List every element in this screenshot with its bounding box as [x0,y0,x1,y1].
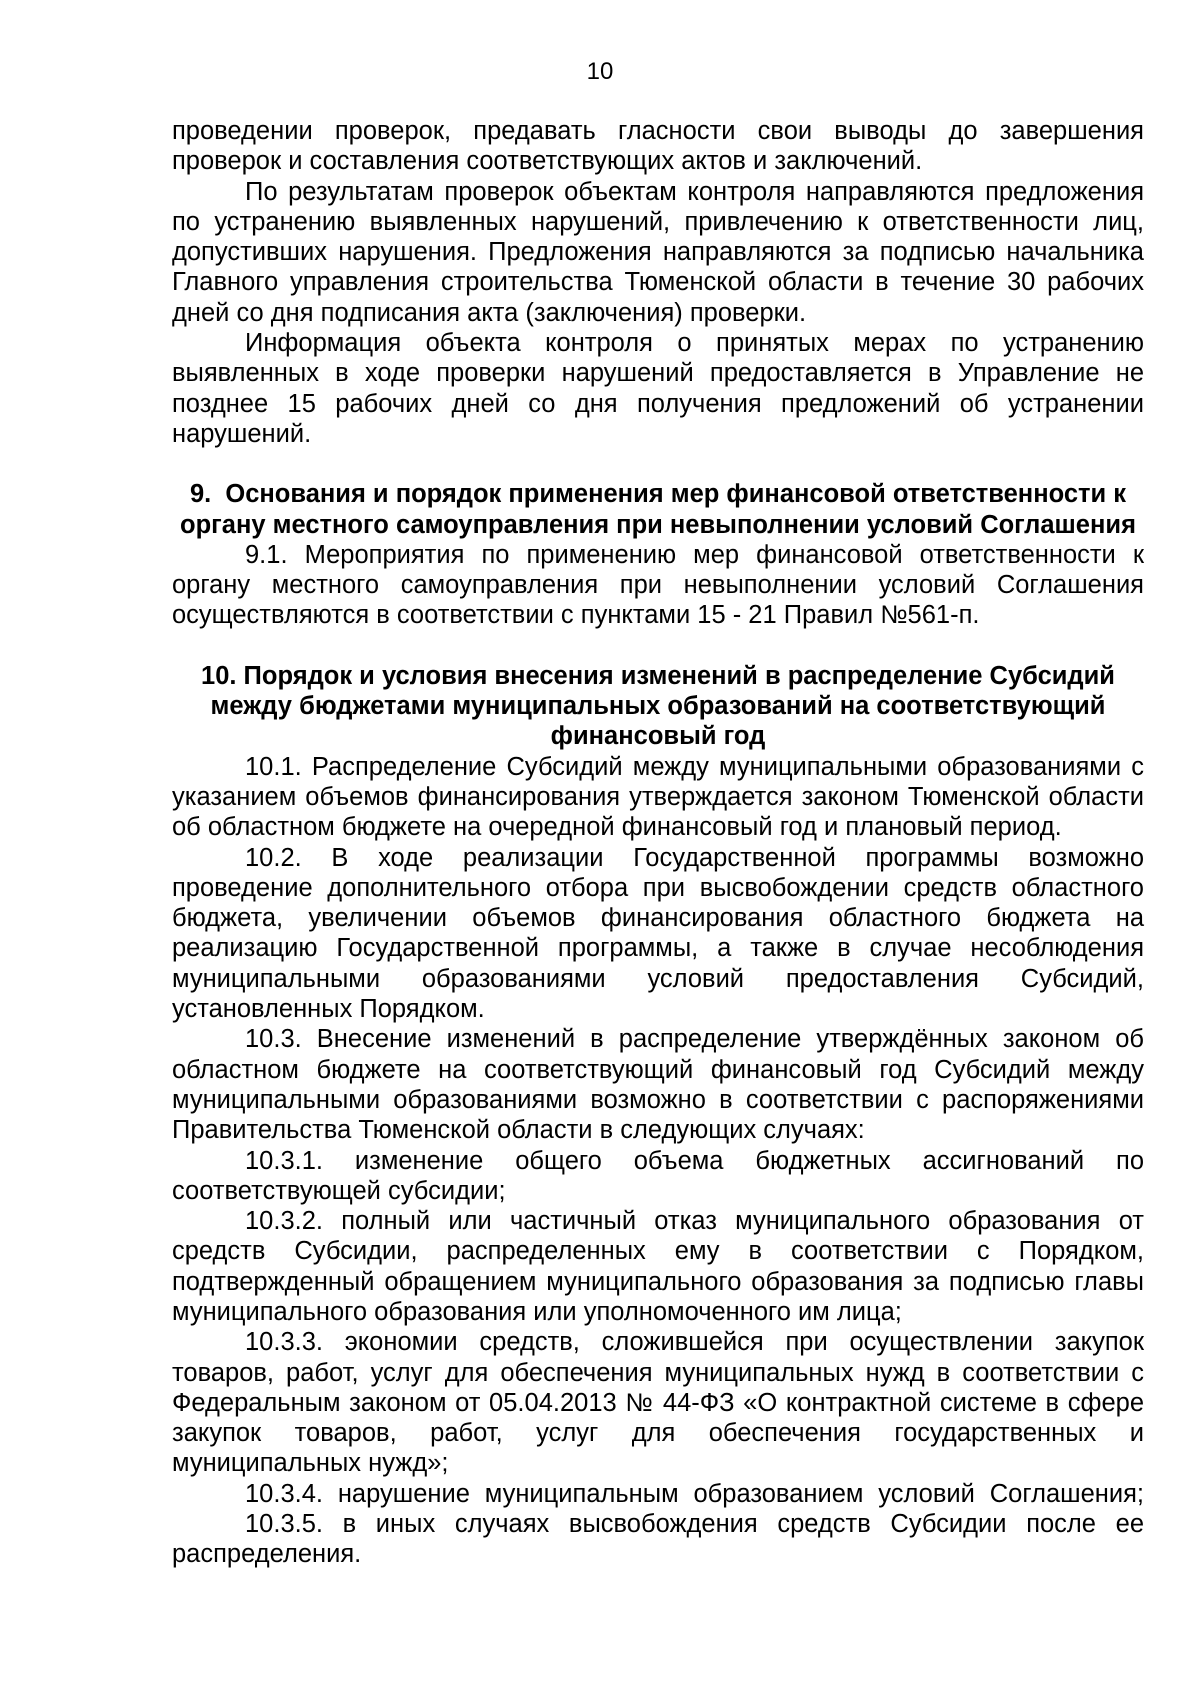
document-body [172,116,1144,1570]
paragraph-control-object-info: Информация объекта контроля о принятых мерах по устранению выявленных в ходе проверки нарушений предоставляется в Управление не позднее 15 рабочих дней со дня получения предложений об устранении нарушений. [172,329,1144,448]
paragraph-10-1: 10.1. Распределение Субсидий между муниципальными образованиями с указанием объемов финансирования утверждается законом Тюменской области об областном бюджете на очередной финансовый год и плановый период. [172,752,1144,842]
paragraph-10-3-2: 10.3.2. полный или частичный отказ муниципального образования от средств Субсидии, распределенных ему в соответствии с Порядком, подтвержденный обращением муниципального образования за подписью главы муниципального образования или уполномоченного им лица; [172,1207,1144,1326]
paragraph-10-2: 10.2. В ходе реализации Государственной программы возможно проведение дополнительного отбора при высвобождении средств областного бюджета, увеличении объемов финансирования областного бюджета на реализацию Государственной программы, а также в случае несоблюдения муниципальными образованиями условий предоставления Субсидий, установленных Порядком. [172,843,1144,1024]
page-number: 10 [586,58,614,85]
paragraph-inspection-results: По результатам проверок объектам контроля направляются предложения по устранению выявленных нарушений, привлечению к ответственности лиц, допустивших нарушения. Предложения направляются за подписью начальника Главного управления строительства Тюменской области в течение 30 рабочих дней со дня подписания акта (заключения) проверки. [172,177,1144,327]
section-9-heading: 9. Основания и порядок применения мер финансовой ответственности к органу местного самоуправления при невыполнении условий Соглашения [180,480,1136,539]
paragraph-9-1: 9.1. Мероприятия по применению мер финансовой ответственности к органу местного самоуправления при невыполнении условий Соглашения осуществляются в соответствии с пунктами 15 - 21 Правил №561-п. [172,540,1144,630]
paragraph-10-3: 10.3. Внесение изменений в распределение утверждённых законом об областном бюджете на соответствующий финансовый год Субсидий между муниципальными образованиями возможно в соответствии с распоряжениями Правительства Тюменской области в следующих случаях: [172,1025,1144,1145]
section-10-heading: 10. Порядок и условия внесения изменений в распределение Субсидий между бюджетами муниципальных образований на соответствующий финансовый год [201,661,1115,751]
paragraph-10-3-5: 10.3.5. в иных случаях высвобождения средств Субсидии после ее распределения. [172,1510,1144,1569]
paragraph-10-3-1: 10.3.1. изменение общего объема бюджетных ассигнований по соответствующей субсидии; [172,1146,1144,1205]
paragraph-10-3-4: 10.3.4. нарушение муниципальным образованием условий Соглашения; [245,1479,1144,1508]
paragraph-10-3-3: 10.3.3. экономии средств, сложившейся при осуществлении закупок товаров, работ, услуг для обеспечения муниципальных нужд в соответствии с Федеральным законом от 05.04.2013 № 44-ФЗ «О контрактной системе в сфере закупок товаров, работ, услуг для обеспечения государственных и муниципальных нужд»; [172,1328,1144,1478]
paragraph-intro-continuation: проведении проверок, предавать гласности свои выводы до завершения проверок и составления соответствующих актов и заключений. [172,117,1144,176]
